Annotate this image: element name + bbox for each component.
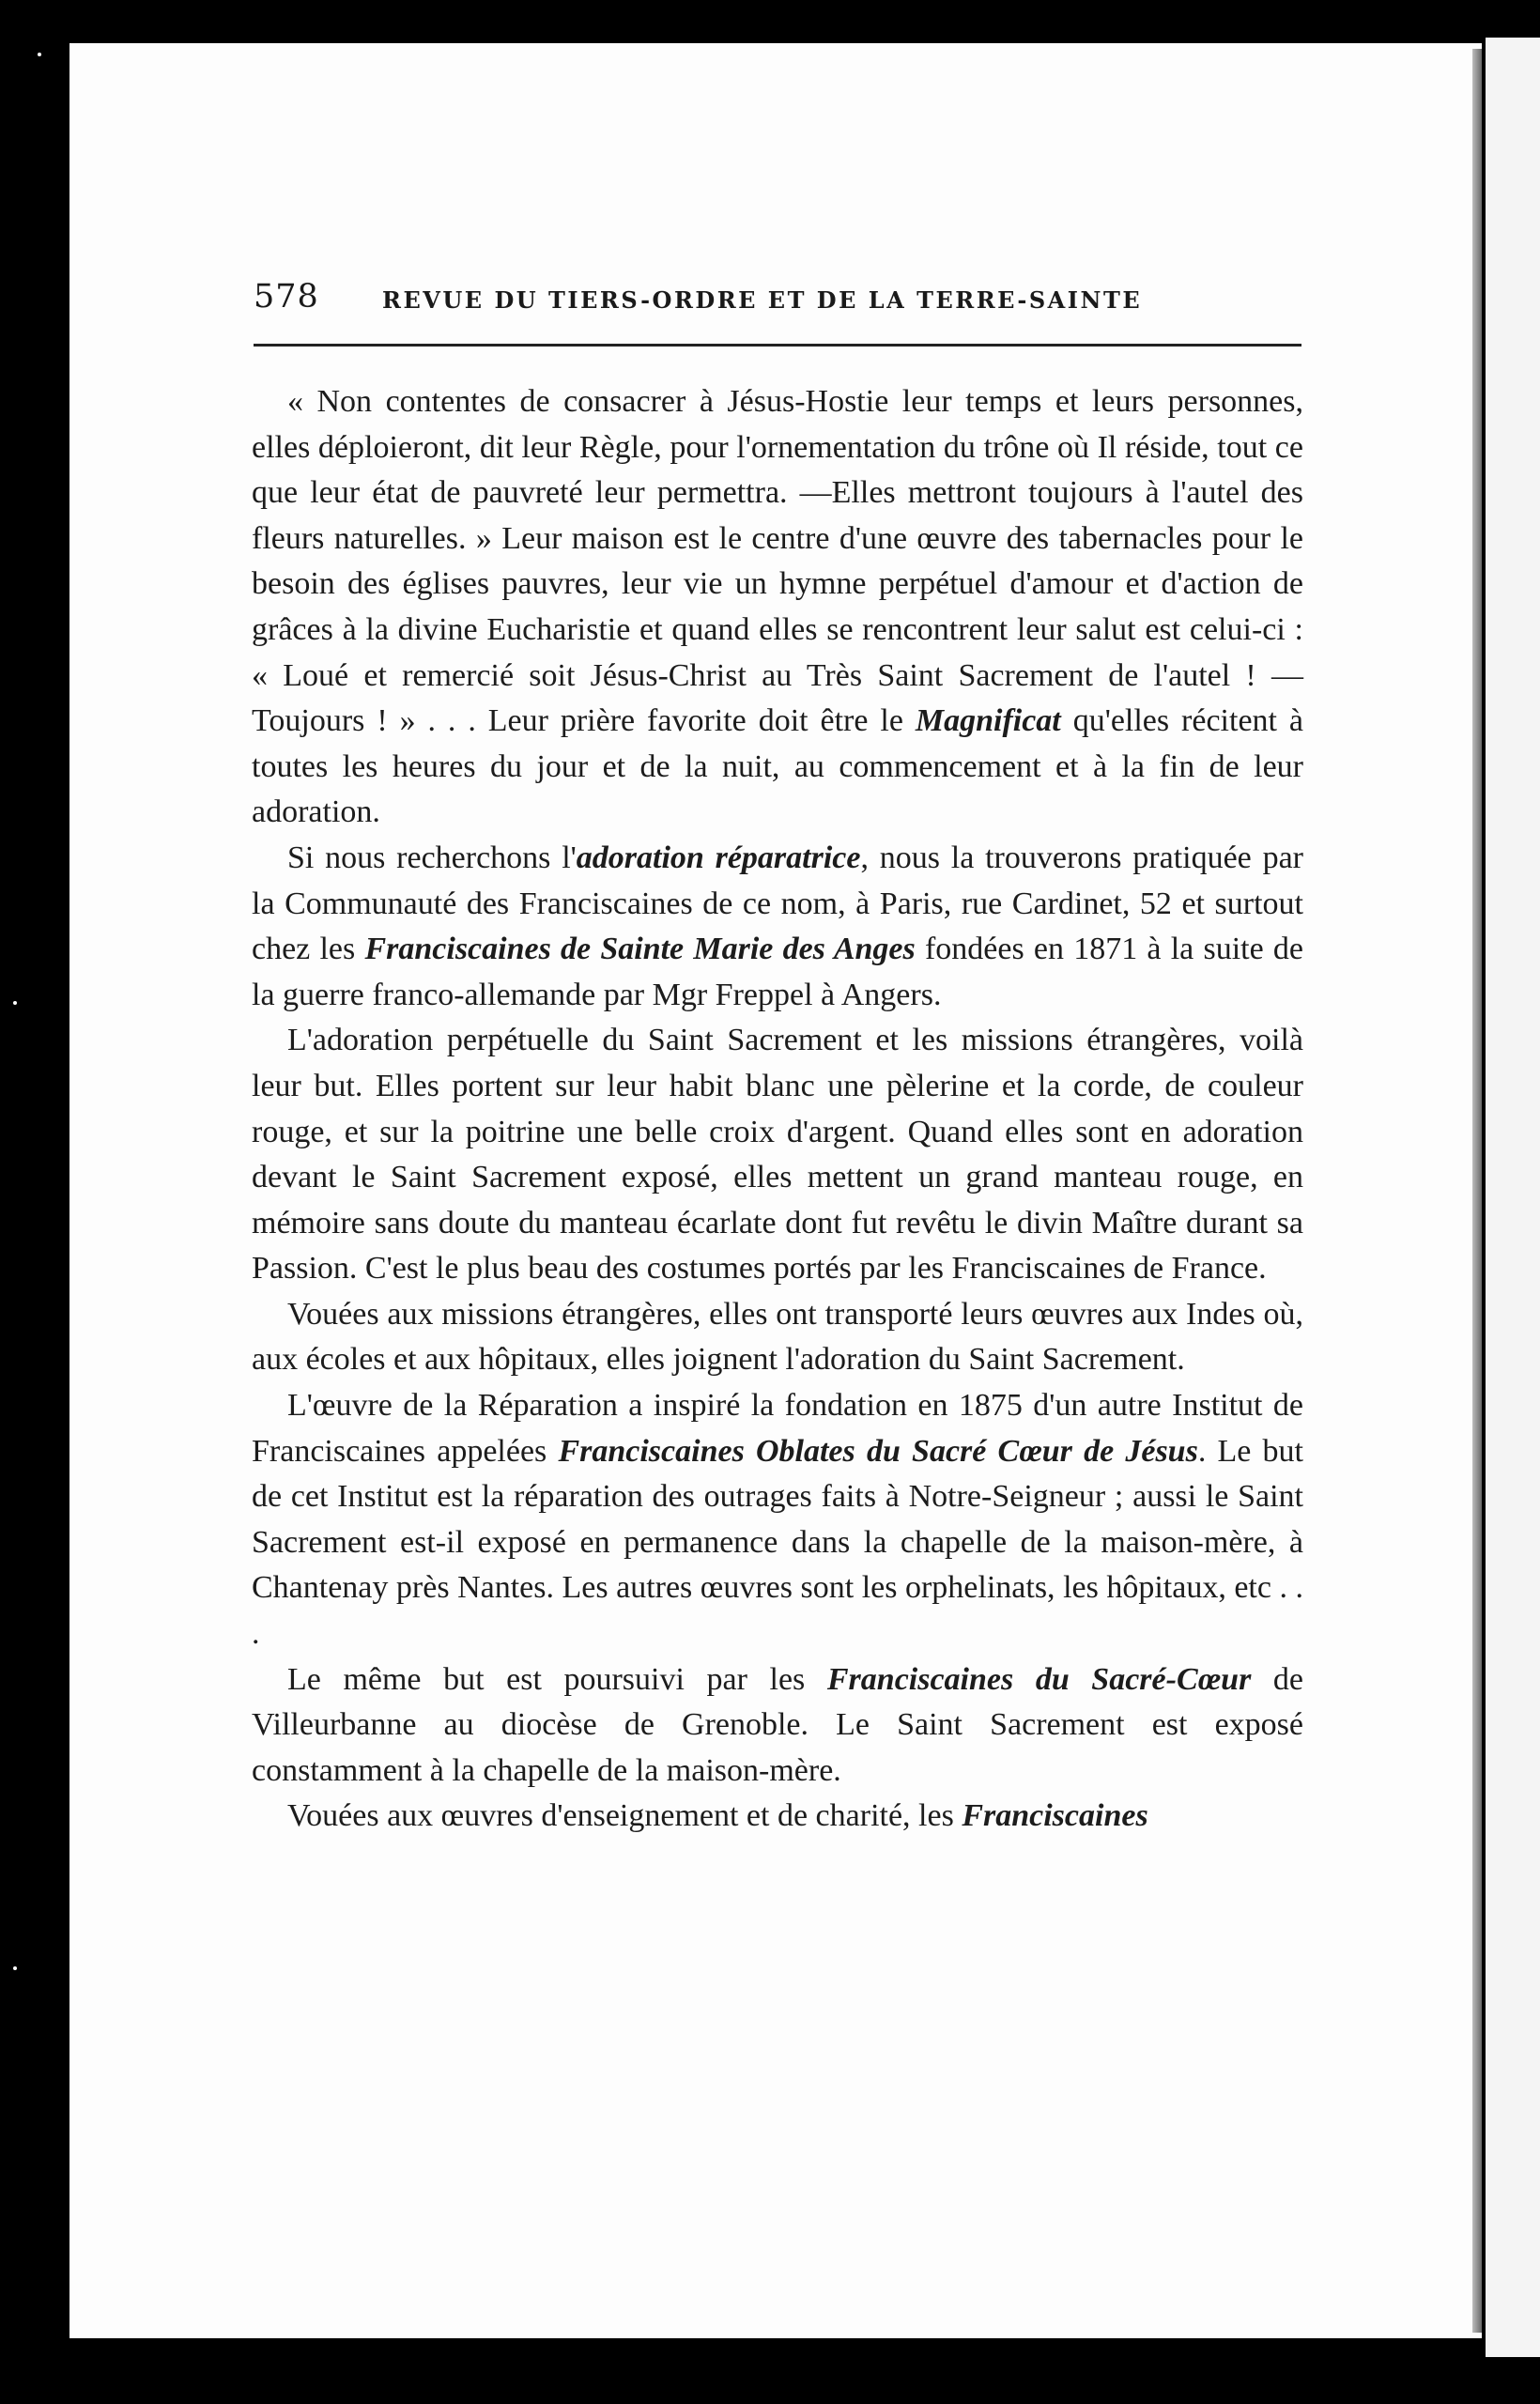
italic-phrase: Franciscaines de Sainte Marie des Anges <box>364 932 916 967</box>
text-run: L'adoration perpétuelle du Saint Sacrement et les missions étrangères, voilà leur but. Elles portent sur leur habit blanc une pèlerine et la corde, de couleur rouge, et sur la poitrine une belle croix d'argent. Quand elles sont en adoration devant le Saint Sacrement exposé, elles mettent un grand manteau rouge, en mémoire sans doute du manteau écarlate dont fut revêtu le divin Maître durant sa Passion. C'est le plus beau des costumes portés par les Franciscaines de France. <box>252 1023 1303 1287</box>
text-run: Vouées aux missions étrangères, elles ont transporté leurs œuvres aux Indes où, aux écoles et aux hôpitaux, elles joignent l'adoration du Saint Sacrement. <box>252 1296 1303 1378</box>
paragraph <box>252 1657 1303 1795</box>
header-rule <box>254 344 1301 347</box>
scan-speck <box>13 1001 17 1005</box>
text-run: . Le but de cet Institut est la réparation des outrages faits à Notre-Seigneur ; aussi le Saint Sacrement est-il exposé en permanence dans la chapelle de la maison-mère, à Chantenay près Nantes. Les autres œuvres sont les orphelinats, les hôpitaux, etc . . . <box>252 1433 1303 1652</box>
page-number: 578 <box>254 278 319 316</box>
paragraph <box>252 1794 1303 1840</box>
text-run: fondées en 1871 à la suite de la guerre franco-allemande par Mgr Freppel à Angers. <box>252 932 1303 1012</box>
page-gutter-shadow <box>1472 49 1482 2333</box>
article-body <box>252 379 1303 1840</box>
italic-phrase: Franciscaines du Sacré-Cœur <box>826 1661 1252 1697</box>
scan-speck <box>13 1966 17 1970</box>
paragraph <box>252 836 1303 1018</box>
paragraph <box>252 1018 1303 1292</box>
text-run: , nous la trouverons pratiquée par la Communauté des Franciscaines de ce nom, à Paris, rue Cardinet, 52 et surtout chez les <box>252 840 1303 967</box>
text-run: L'œuvre de la Réparation a inspiré la fondation en 1875 d'un autre Institut de Franciscaines appelées <box>252 1388 1303 1469</box>
adjacent-page-edge <box>1486 38 1540 2357</box>
paragraph <box>252 1383 1303 1657</box>
italic-phrase: adoration réparatrice <box>576 840 861 875</box>
italic-phrase: Magnificat <box>915 703 1061 739</box>
italic-phrase: Franciscaines <box>962 1798 1148 1834</box>
text-run: qu'elles récitent à toutes les heures du jour et de la nuit, au commencement et à la fin de leur adoration. <box>252 703 1303 830</box>
text-run: Le même but est poursuivi par les <box>287 1661 827 1697</box>
text-run: « Non contentes de consacrer à Jésus-Hostie leur temps et leurs personnes, elles déploieront, dit leur Règle, pour l'ornementation du trône où Il réside, tout ce que leur état de pauvreté leur permettra. —Elles mettront toujours à l'autel des fleurs naturelles. » Leur maison est le centre d'une œuvre des tabernacles pour le besoin des églises pauvres, leur vie un hymne perpétuel d'amour et d'action de grâces à la divine Eucharistie et quand elles se rencontrent leur salut est celui-ci : « Loué et remercié soit Jésus-Christ au Très Saint Sacrement de l'autel ! — Toujours ! » . . . Leur prière favorite doit être le <box>252 384 1303 739</box>
text-run: Si nous recherchons l' <box>287 840 577 875</box>
page-header <box>254 278 1301 325</box>
text-run: Vouées aux œuvres d'enseignement et de charité, les <box>287 1798 962 1834</box>
text-run: de Villeurbanne au diocèse de Grenoble. Le Saint Sacrement est exposé constamment à la chapelle de la maison-mère. <box>252 1661 1304 1788</box>
scan-speck <box>38 53 41 56</box>
italic-phrase: Franciscaines Oblates du Sacré Cœur de Jésus <box>558 1433 1198 1469</box>
paragraph <box>252 379 1303 836</box>
running-title: REVUE DU TIERS-ORDRE ET DE LA TERRE-SAINTE <box>382 286 1143 314</box>
paragraph <box>252 1292 1303 1383</box>
